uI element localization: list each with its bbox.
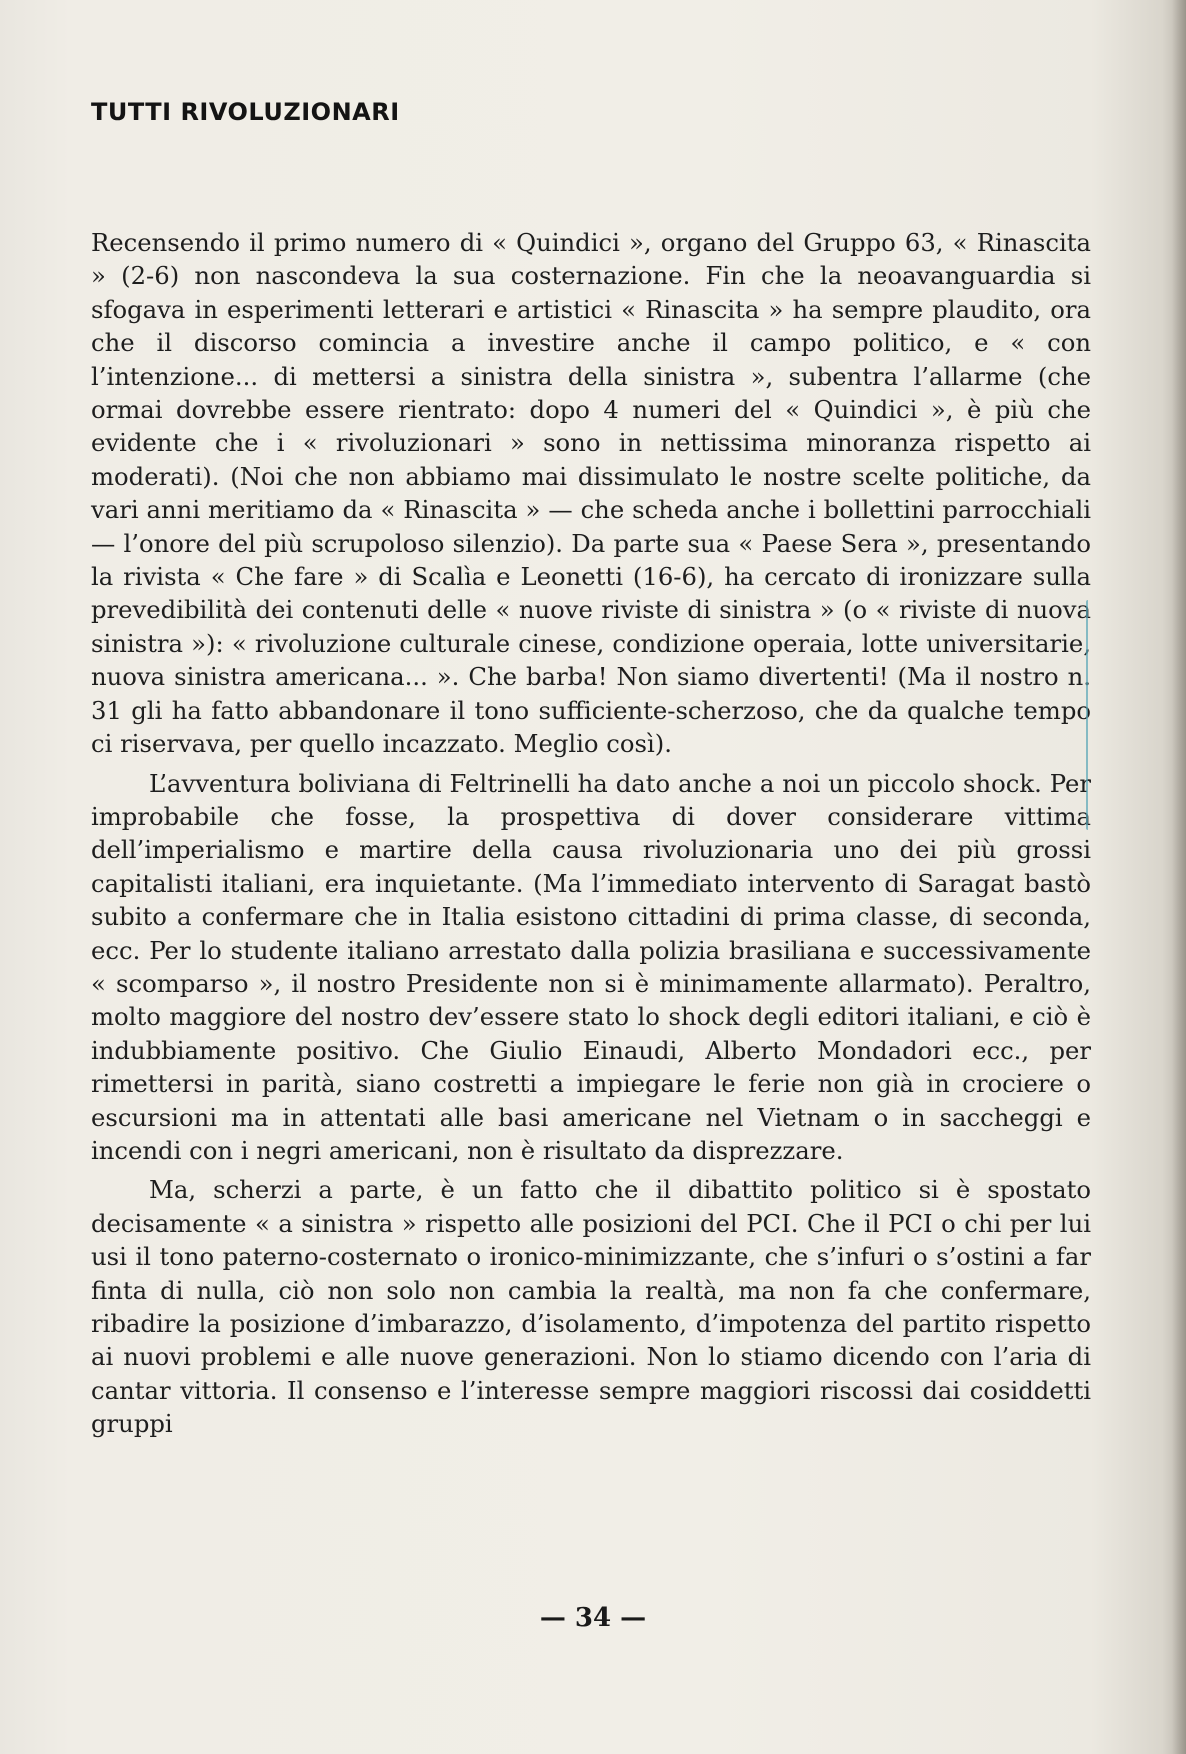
paragraph-2: L’avventura boliviana di Feltrinelli ha dato anche a noi un piccolo shock. Per improbabile che fosse, la prospettiva di dover considerare vittima dell’imperialismo e martire della causa rivoluzionaria uno dei più grossi capitalisti italiani, era inquietante. (Ma l’immediato intervento di Saragat bastò subito a confermare che in Italia esistono cittadini di prima classe, di seconda, ecc. Per lo studente italiano arrestato dalla polizia brasiliana e successivamente « scomparso », il nostro Presidente non si è minimamente allarmato). Peraltro, molto maggiore del nostro dev’essere stato lo shock degli editori italiani, e ciò è indubbiamente positivo. Che Giulio Einaudi, Alberto Mondadori ecc., per rimettersi in parità, siano costretti a impiegare le ferie non già in crociere o escursioni ma in attentati alle basi americane nel Vietnam o in saccheggi e incendi con i negri americani, non è risultato da disprezzare. (91, 768, 1091, 1165)
paragraph-3: Ma, scherzi a parte, è un fatto che il dibattito politico si è spostato decisamente « a sinistra » rispetto alle posizioni del PCI. Che il PCI o chi per lui usi il tono paterno-costernato o ironico-minimizzante, che s’infuri o s’ostini a far finta di nulla, ciò non solo non cambia la realtà, ma non fa che confermare, ribadire la posizione d’imbarazzo, d’isolamento, d’impotenza del partito rispetto ai nuovi problemi e alle nuove generazioni. Non lo stiamo dicendo con l’aria di cantar vittoria. Il consenso e l’interesse sempre maggiori riscossi dai cosiddetti gruppi (91, 1175, 1091, 1439)
page-edge-shadow (1172, 0, 1186, 1754)
running-head: TUTTI RIVOLUZIONARI (91, 98, 400, 126)
paragraph-1: Recensendo il primo numero di « Quindici », organo del Gruppo 63, « Rinascita » (2-6) non nascondeva la sua costernazione. Fin che la neoavanguardia si sfogava in esperimenti letterari e artistici « Rinascita » ha sempre plaudito, ora che il discorso comincia a investire anche il campo politico, e « con l’intenzione... di mettersi a sinistra della sinistra », subentra l’allarme (che ormai dovrebbe essere rientrato: dopo 4 numeri del « Quindici », è più che evidente che i « rivoluzionari » sono in nettissima minoranza rispetto ai moderati). (Noi che non abbiamo mai dissimulato le nostre scelte politiche, da vari anni meritiamo da « Rinascita » — che scheda anche i bollettini parrocchiali — l’onore del più scrupoloso silenzio). Da parte sua « Paese Sera », presentando la rivista « Che fare » di Scalìa e Leonetti (16-6), ha cercato di ironizzare sulla prevedibilità dei contenuti delle « nuove riviste di sinistra » (o « riviste di nuova sinistra »): « rivoluzione culturale cinese, condizione operaia, lotte universitarie, nuova sinistra americana... ». Che barba! Non siamo divertenti! (Ma il nostro n. 31 gli ha fatto abbandonare il tono sufficiente-scherzoso, che da qualche tempo ci riservava, per quello incazzato. Meglio così). (91, 228, 1091, 759)
page-number: — 34 — (539, 1603, 647, 1633)
margin-pen-mark (1086, 600, 1094, 830)
body-text (91, 226, 1091, 1441)
